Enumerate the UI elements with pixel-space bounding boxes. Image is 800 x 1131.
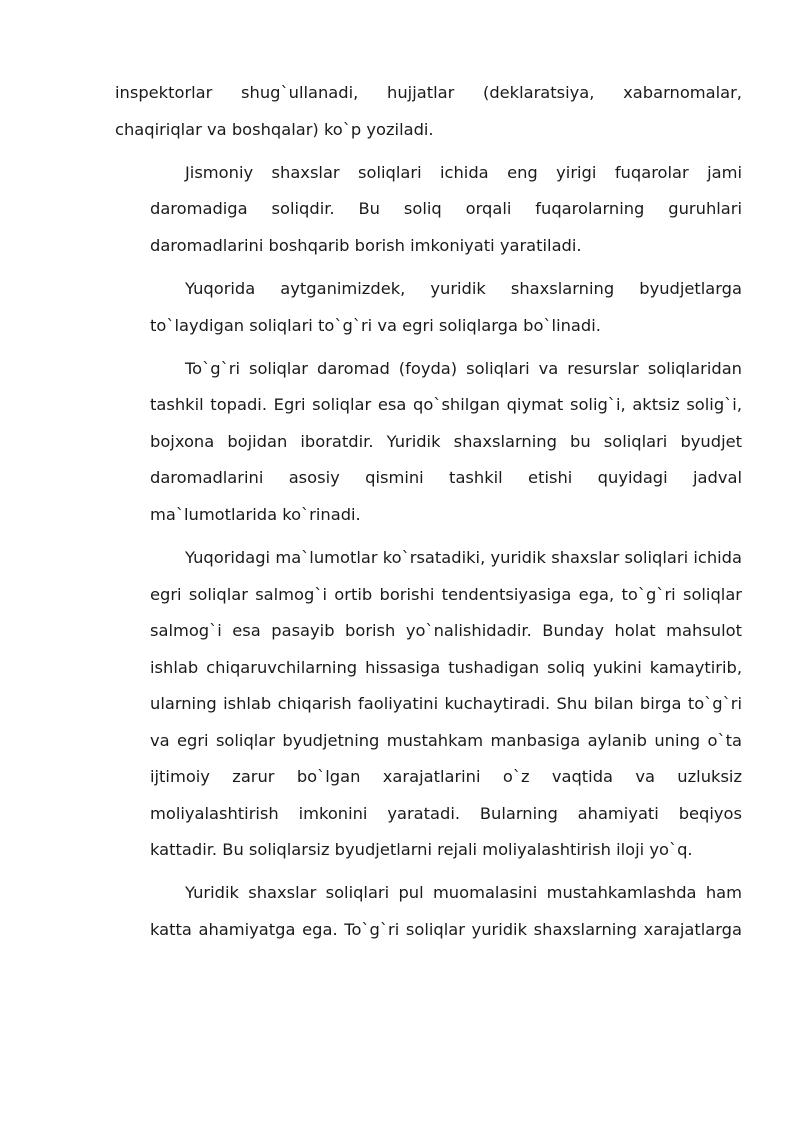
paragraph-5 xyxy=(115,540,742,869)
text-line: ijtimoiy zarur bo`lgan xarajatlarini o`z vaqtida va uzluksiz xyxy=(150,767,742,787)
text-line: ma`lumotlarida ko`rinadi. xyxy=(150,504,361,524)
text-line: daromadlarini asosiy qismini tashkil etishi quyidagi jadval xyxy=(150,468,742,488)
text-line: to`laydigan soliqlari to`g`ri va egri soliqlarga bo`linadi. xyxy=(150,315,601,335)
text-line: daromadlarini boshqarib borish imkoniyati yaratiladi. xyxy=(150,235,582,255)
document-page xyxy=(115,75,742,955)
text-line: salmog`i esa pasayib borish yo`nalishidadir. Bunday holat mahsulot xyxy=(150,621,742,641)
text-line: ishlab chiqaruvchilarning hissasiga tushadigan soliq yukini kamaytirib, xyxy=(150,657,742,677)
text-line: inspektorlar shug`ullanadi, hujjatlar (deklaratsiya, xabarnomalar, xyxy=(115,83,742,102)
paragraph-4 xyxy=(115,351,742,534)
text-line: To`g`ri soliqlar daromad (foyda) soliqlari va resurslar soliqlaridan xyxy=(185,358,742,378)
text-line: egri soliqlar salmog`i ortib borishi tendentsiyasiga ega, to`g`ri soliqlar xyxy=(150,584,742,604)
text-line: Yuridik shaxslar soliqlari pul muomalasini mustahkamlashda ham xyxy=(185,883,742,903)
text-line: moliyalashtirish imkonini yaratadi. Bularning ahamiyati beqiyos xyxy=(150,803,742,823)
paragraph-3 xyxy=(115,271,742,344)
text-line: Yuqorida aytganimizdek, yuridik shaxslarning byudjetlarga xyxy=(185,279,742,299)
text-line: daromadiga soliqdir. Bu soliq orqali fuqarolarning guruhlari xyxy=(150,199,742,219)
paragraph-6 xyxy=(115,875,742,948)
text-line: kattadir. Bu soliqlarsiz byudjetlarni rejali moliyalashtirish iloji yo`q. xyxy=(150,840,693,860)
text-line: bojxona bojidan iboratdir. Yuridik shaxslarning bu soliqlari byudjet xyxy=(150,431,742,451)
text-line: va egri soliqlar byudjetning mustahkam manbasiga aylanib uning o`ta xyxy=(150,730,742,750)
text-line: ularning ishlab chiqarish faoliyatini kuchaytiradi. Shu bilan birga to`g`ri xyxy=(150,694,742,714)
paragraph-1 xyxy=(115,75,742,148)
text-line: chaqiriqlar va boshqalar) ko`p yoziladi. xyxy=(115,119,434,139)
text-line: tashkil topadi. Egri soliqlar esa qo`shilgan qiymat solig`i, aktsiz solig`i, xyxy=(150,395,742,415)
text-line: Jismoniy shaxslar soliqlari ichida eng yirigi fuqarolar jami xyxy=(185,162,742,182)
paragraph-2 xyxy=(115,155,742,265)
text-line: katta ahamiyatga ega. To`g`ri soliqlar yuridik shaxslarning xarajatlarga xyxy=(150,919,742,939)
text-line: Yuqoridagi ma`lumotlar ko`rsatadiki, yuridik shaxslar soliqlari ichida xyxy=(185,548,742,568)
